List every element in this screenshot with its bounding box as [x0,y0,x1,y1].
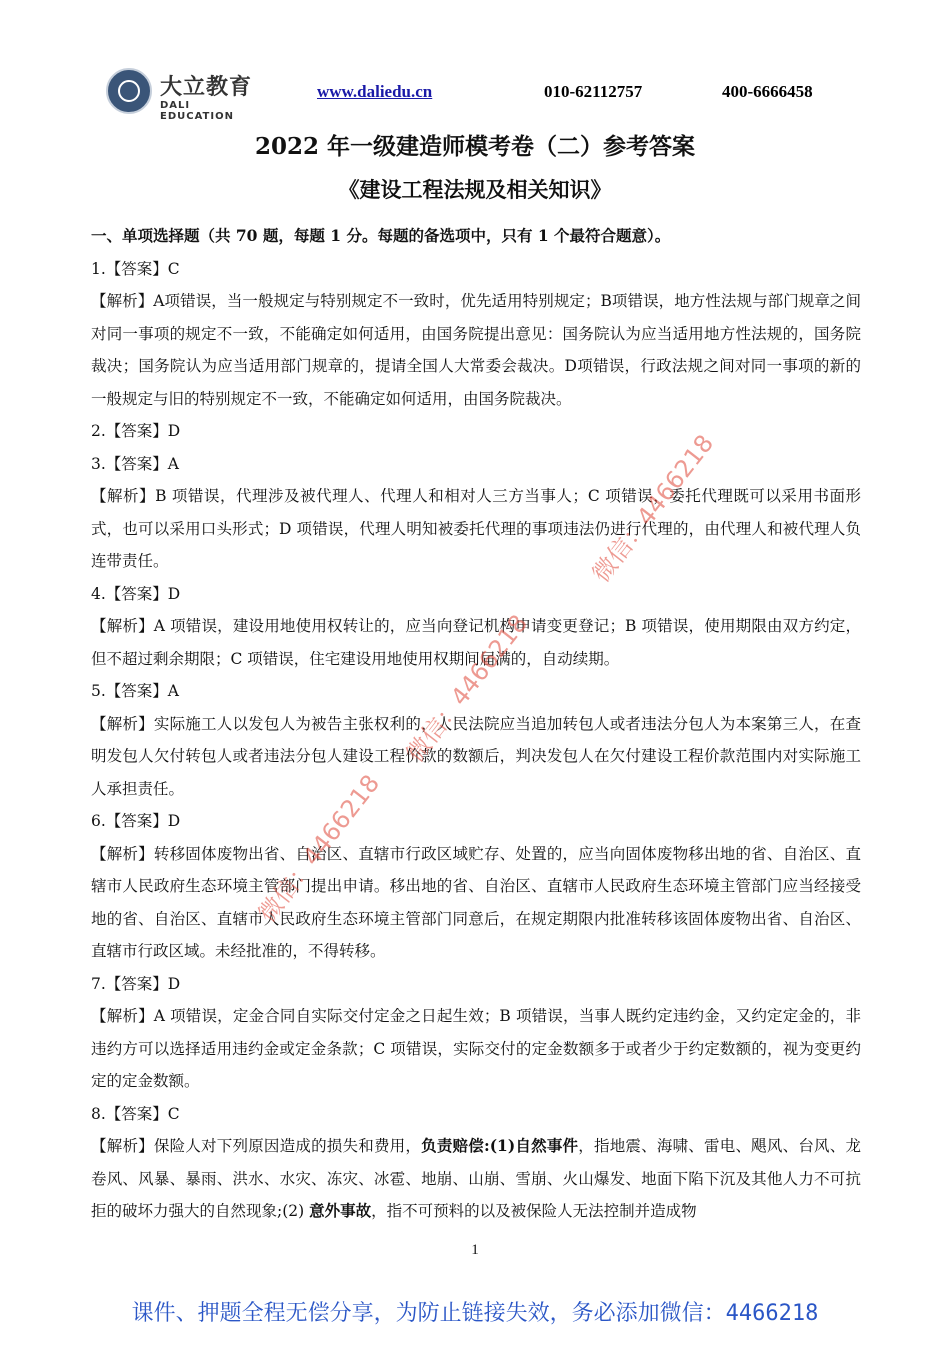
logo-emblem-icon [106,68,152,114]
watermark: 微信：4466218 [400,609,534,768]
watermark: 微信：4466218 [252,769,386,928]
answer-line: 8.【答案】C [91,1104,180,1123]
answer-content [91,220,861,1228]
phone-number-2: 400-6666458 [722,82,813,101]
footer-notice: 课件、押题全程无偿分享，为防止链接失效，务必添加微信：4466218 [131,1301,819,1326]
analysis-paragraph: 【解析】实际施工人以发包人为被告主张权利的，人民法院应当追加转包人或者违法分包人为本案第三人，在查明发包人欠付转包人或者违法分包人建设工程价款的数额后，判决发包人在欠付建设工程价款范围内对实际施工人承担责任。 [91,714,861,798]
analysis-paragraph: 【解析】B 项错误，代理涉及被代理人、代理人和相对人三方当事人；C 项错误，委托代理既可以采用书面形式，也可以采用口头形式；D 项错误，代理人明知被委托代理的事项违法仍进行代理的，由代理人和被代理人负连带责任。 [91,487,861,570]
watermark: 微信：4466218 [586,429,720,588]
answer-line: 5.【答案】A [91,682,179,700]
page-header [0,60,950,130]
analysis-paragraph: 【解析】转移固体废物出省、自治区、直辖市行政区域贮存、处置的，应当向固体废物移出地的省、自治区、直辖市人民政府生态环境主管部门提出申请。移出地的省、自治区、直辖市人民政府生态环境主管部门应当经接受地的省、自治区、直辖市人民政府生态环境主管部门同意后，在规定期限内批准转移该固体废物出省、自治区、直辖市行政区域。未经批准的，不得转移。 [91,844,861,960]
answer-line: 6.【答案】D [91,812,181,830]
website-link[interactable]: www.daliedu.cn [317,82,433,101]
analysis-text: 【解析】保险人对下列原因造成的损失和费用， [91,1137,422,1155]
document-title: 2022 年一级建造师模考卷（二）参考答案 [254,133,696,160]
page-number: 1 [471,1242,479,1258]
analysis-keyword: 负责赔偿:(1)自然事件 [421,1136,579,1155]
analysis-text: ，指地震、海啸、雷电、飓风、台风、龙卷风、风暴、暴雨、洪水、水灾、冻灾、冰雹、地崩、山崩、雪崩、火山爆发、地面下陷下沉及其他人力不可抗拒的破坏力强大的自然现象;(2) [91,1137,861,1220]
answer-line: 1.【答案】C [91,259,180,278]
phone-number-1: 010-62112757 [544,82,643,101]
answer-line: 3.【答案】A [91,454,179,473]
analysis-paragraph: 【解析】A 项错误，建设用地使用权转让的，应当向登记机构申请变更登记；B 项错误，使用期限由双方约定，但不超过剩余期限；C 项错误，住宅建设用地使用权期间届满的，自动续期。 [91,617,861,668]
analysis-paragraph: 【解析】A 项错误，定金合同自实际交付定金之日起生效；B 项错误，当事人既约定违约金，又约定定金的，非违约方可以选择适用违约金或定金条款；C 项错误，实际交付的定金数额多于或者少于约定数额的，视为变更约定的定金数额。 [91,1007,861,1090]
analysis-paragraph: 【解析】A项错误，当一般规定与特别规定不一致时，优先适用特别规定；B项错误，地方性法规与部门规章之间对同一事项的规定不一致，不能确定如何适用，由国务院提出意见：国务院认为应当适用地方性法规的，国务院裁决；国务院认为应当适用部门规章的，提请全国人大常委会裁决。D项错误，行政法规之间对同一事项的新的一般规定与旧的特别规定不一致，不能确定如何适用，由国务院裁决。 [91,292,861,408]
answer-line: 7.【答案】D [91,974,181,993]
analysis-keyword: 意外事故 [309,1201,372,1220]
logo-chinese-name: 大立教育 [160,75,253,100]
answer-line: 4.【答案】D [91,584,181,603]
analysis-paragraph [91,1130,861,1228]
analysis-text: ，指不可预料的以及被保险人无法控制并造成物 [371,1202,697,1220]
logo [106,68,266,124]
logo-english-name: DALI EDUCATION [160,100,234,122]
section-heading: 一、单项选择题（共 70 题，每题 1 分。每题的备选项中，只有 1 个最符合题意）。 [91,226,671,245]
document-subtitle: 《建设工程法规及相关知识》 [338,177,612,202]
answer-line: 2.【答案】D [91,422,181,440]
